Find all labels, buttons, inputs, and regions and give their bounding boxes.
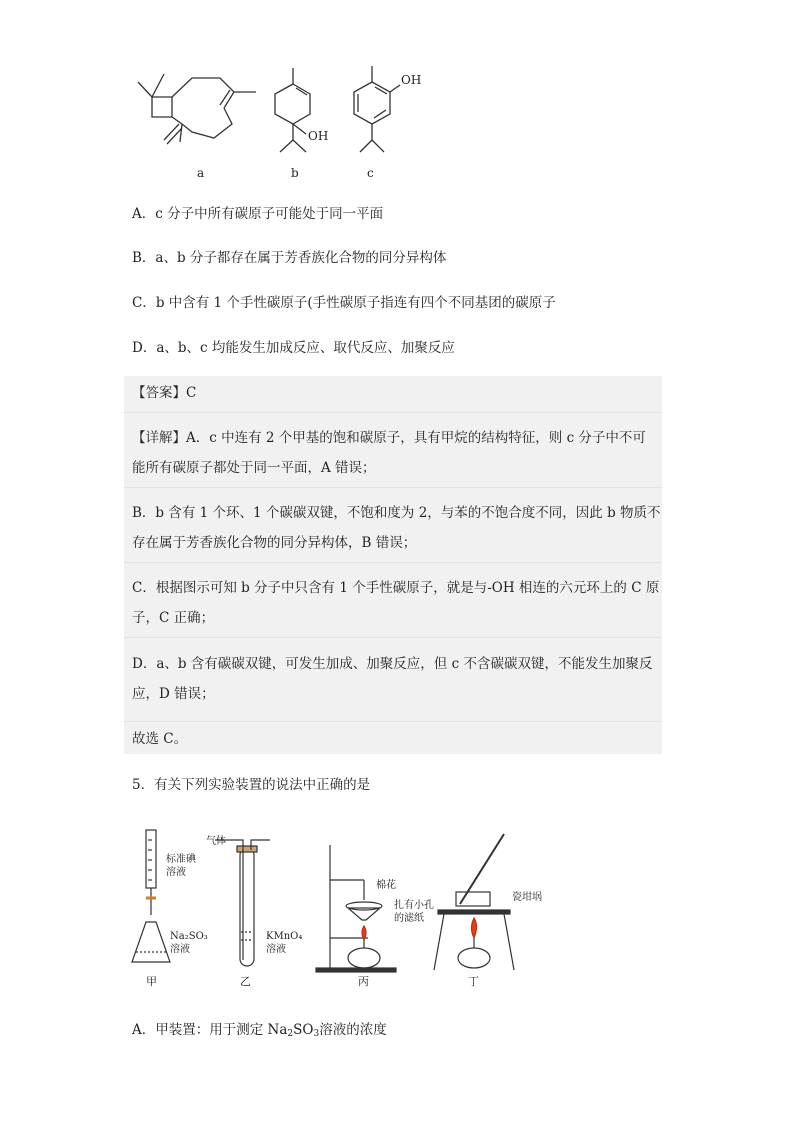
ding-label-crucible: 瓷坩埚 bbox=[512, 892, 542, 903]
bing-label-filter-paper: 扎有小孔 的滤纸 bbox=[394, 900, 434, 924]
question-5-stem: 5．有关下列实验装置的说法中正确的是 bbox=[132, 777, 371, 793]
molecule-b-oh-label: OH bbox=[308, 129, 329, 143]
apparatus-name-ding: 丁 bbox=[468, 975, 479, 988]
molecule-c-oh-label: OH bbox=[401, 73, 422, 87]
molecule-a bbox=[138, 74, 256, 144]
apparatus-jia bbox=[132, 830, 170, 962]
option-a: A．c 分子中所有碳原子可能处于同一平面 bbox=[132, 206, 384, 222]
detail-line: 能所有碳原子都处于同一平面，A 错误； bbox=[132, 460, 376, 476]
molecule-b bbox=[275, 68, 310, 152]
divider bbox=[124, 637, 662, 638]
apparatus-name-jia: 甲 bbox=[146, 975, 157, 988]
apparatus-yi bbox=[215, 840, 270, 966]
apparatus-name-bing: 丙 bbox=[358, 975, 369, 988]
apparatus-bing bbox=[316, 845, 396, 972]
yi-label-kmno4: KMnO₄ 溶液 bbox=[266, 931, 303, 955]
molecule-structures-figure bbox=[120, 60, 440, 170]
divider bbox=[124, 487, 662, 488]
detail-line: 子，C 正确； bbox=[132, 610, 215, 626]
divider bbox=[124, 721, 662, 722]
molecule-a-label: a bbox=[197, 166, 205, 180]
apparatus-ding bbox=[434, 834, 514, 970]
divider bbox=[124, 412, 662, 413]
apparatus-name-yi: 乙 bbox=[240, 975, 251, 988]
bing-label-cotton: 棉花 bbox=[376, 880, 396, 891]
divider bbox=[124, 562, 662, 563]
answer-conclusion: 故选 C。 bbox=[132, 731, 188, 747]
experiment-apparatus-figure bbox=[120, 820, 570, 995]
question-5-option-a: A．甲装置：用于测定 $Na_2SO_3$溶液的浓度 bbox=[132, 1022, 387, 1039]
option-b: B．a、b 分子都存在属于芳香族化合物的同分异构体 bbox=[132, 250, 447, 266]
jia-label-iodine: 标准碘 溶液 bbox=[166, 854, 196, 878]
yi-label-gas: 气体 bbox=[206, 836, 226, 847]
detail-line: 应，D 错误； bbox=[132, 686, 215, 702]
detail-line: 存在属于芳香族化合物的同分异构体，B 错误； bbox=[132, 535, 417, 551]
molecule-b-label: b bbox=[291, 166, 299, 180]
answer-label: 【答案】C bbox=[132, 385, 197, 401]
detail-line: D．a、b 含有碳碳双键，可发生加成、加聚反应，但 c 不含碳碳双键，不能发生加聚反 bbox=[132, 656, 653, 672]
detail-line: B．b 含有 1 个环、1 个碳碳双键，不饱和度为 2，与苯的不饱合度不同，因此 b 物质不 bbox=[132, 505, 661, 521]
molecule-c bbox=[354, 66, 400, 152]
option-d: D．a、b、c 均能发生加成反应、取代反应、加聚反应 bbox=[132, 340, 455, 356]
option-c: C．b 中含有 1 个手性碳原子(手性碳原子指连有四个不同基团的碳原子 bbox=[132, 295, 556, 311]
detail-line: 【详解】A．c 中连有 2 个甲基的饱和碳原子，具有甲烷的结构特征，则 c 分子中不可 bbox=[132, 430, 646, 446]
jia-label-na2so3: Na₂SO₃ 溶液 bbox=[170, 931, 208, 955]
molecule-c-label: c bbox=[367, 166, 374, 180]
detail-line: C．根据图示可知 b 分子中只含有 1 个手性碳原子，就是与-OH 相连的六元环上的 C 原 bbox=[132, 580, 660, 596]
